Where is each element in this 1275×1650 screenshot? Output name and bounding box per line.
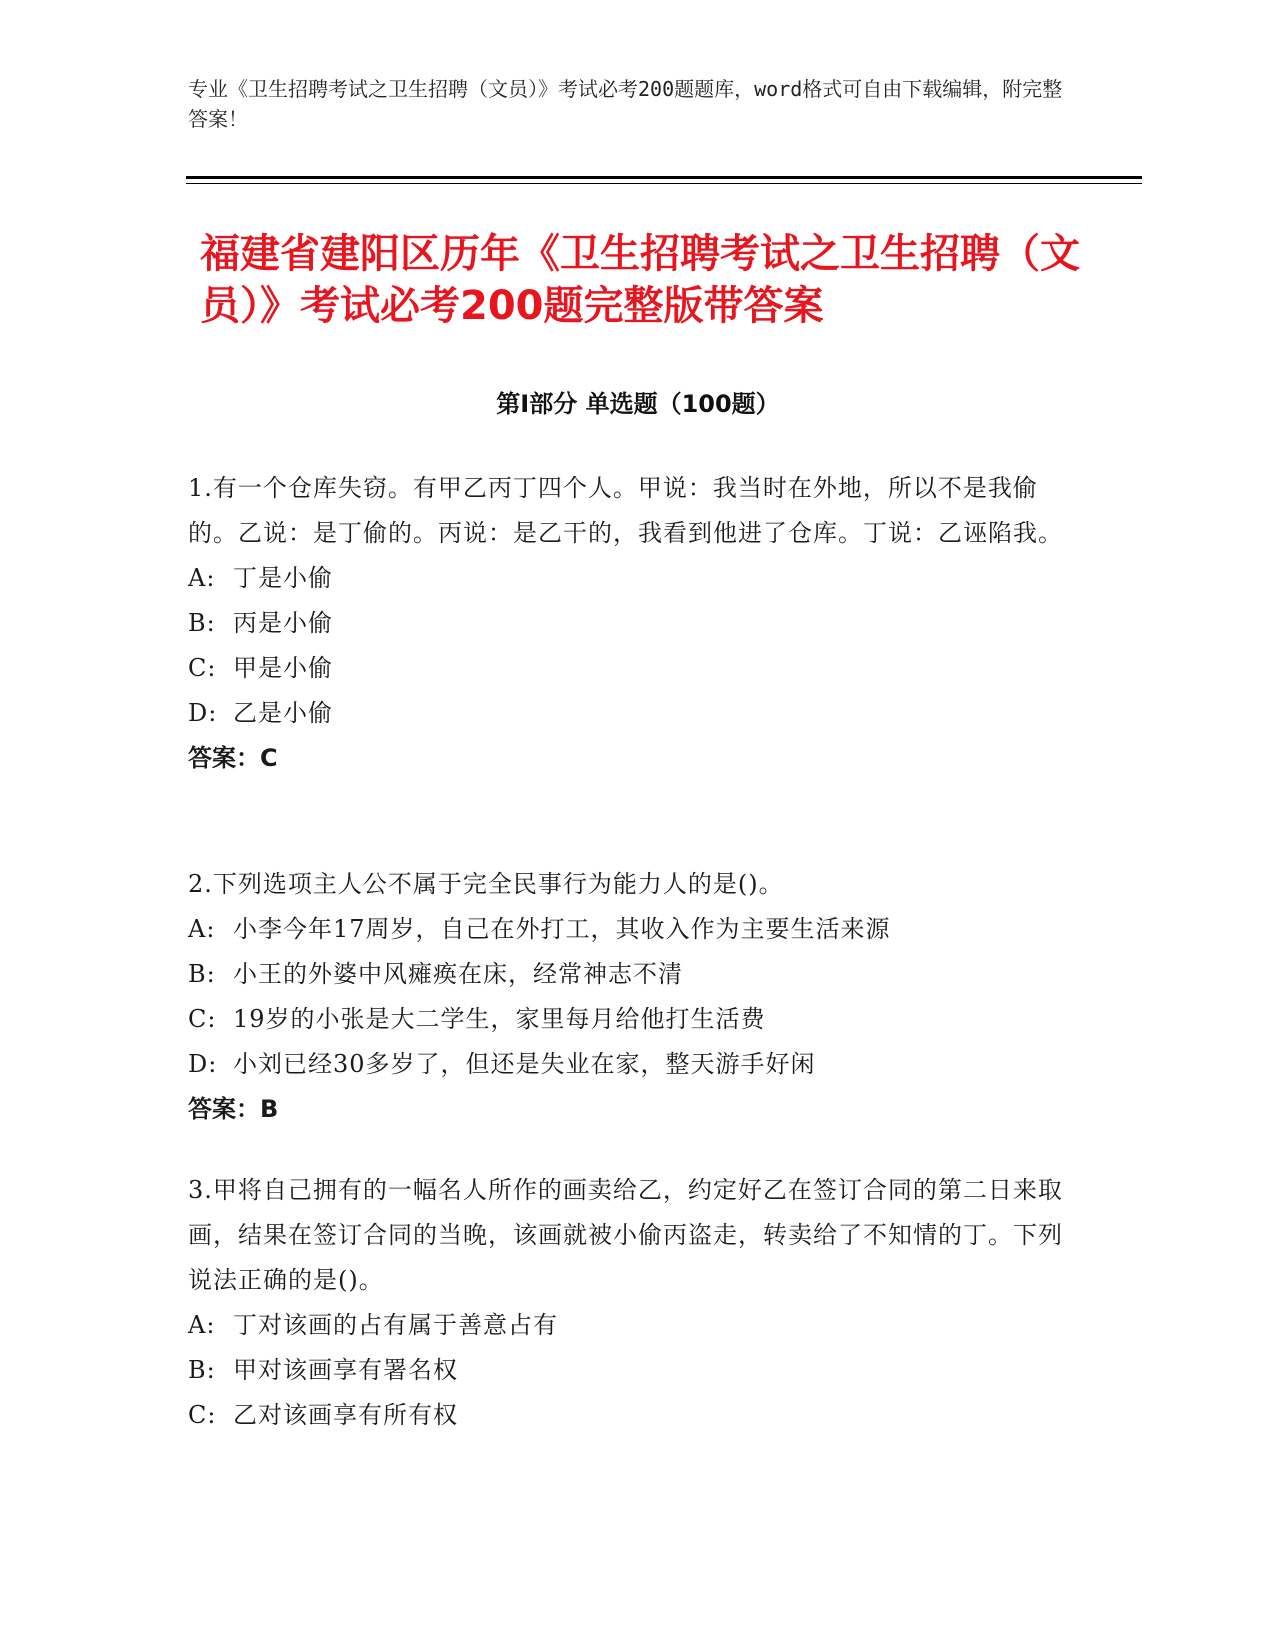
option-text: 丁是小偷 xyxy=(233,564,333,592)
header-note: 专业《卫生招聘考试之卫生招聘（文员）》考试必考200题题库，word格式可自由下载编辑，附完整答案！ xyxy=(188,77,1063,131)
option-key: D: xyxy=(188,699,218,727)
question-2 xyxy=(188,862,1068,1132)
question-option-c xyxy=(188,1393,1068,1438)
option-text: 丁对该画的占有属于善意占有 xyxy=(233,1311,558,1339)
question-stem: 2.下列选项主人公不属于完全民事行为能力人的是()。 xyxy=(188,870,784,898)
option-key: B: xyxy=(188,1356,216,1384)
option-text: 小李今年17周岁，自己在外打工，其收入作为主要生活来源 xyxy=(233,915,891,943)
option-key: C: xyxy=(188,1005,217,1033)
option-text: 甲对该画享有署名权 xyxy=(233,1356,458,1384)
question-option-a xyxy=(188,1303,1068,1348)
question-answer: 答案：B xyxy=(188,1095,279,1123)
question-option-b xyxy=(188,1348,1068,1393)
option-key: A: xyxy=(188,915,216,943)
option-text: 乙对该画享有所有权 xyxy=(233,1401,458,1429)
question-1 xyxy=(188,466,1068,781)
option-key: B: xyxy=(188,960,216,988)
question-option-c xyxy=(188,646,1068,691)
header-rule-thick xyxy=(186,176,1142,179)
question-3 xyxy=(188,1168,1068,1438)
question-option-a xyxy=(188,556,1068,601)
option-text: 小王的外婆中风瘫痪在床，经常神志不清 xyxy=(233,960,683,988)
option-key: A: xyxy=(188,564,216,592)
section-title: 第I部分 单选题（100题） xyxy=(496,390,780,418)
question-stem: 3.甲将自己拥有的一幅名人所作的画卖给乙，约定好乙在签订合同的第二日来取画，结果在签订合同的当晚，该画就被小偷丙盗走，转卖给了不知情的丁。下列说法正确的是()。 xyxy=(188,1176,1063,1294)
option-text: 丙是小偷 xyxy=(233,609,333,637)
question-option-b xyxy=(188,952,1068,997)
option-text: 乙是小偷 xyxy=(233,699,333,727)
option-text: 19岁的小张是大二学生，家里每月给他打生活费 xyxy=(233,1005,766,1033)
option-key: D: xyxy=(188,1050,218,1078)
option-key: C: xyxy=(188,1401,217,1429)
option-key: B: xyxy=(188,609,216,637)
option-text: 小刘已经30多岁了，但还是失业在家，整天游手好闲 xyxy=(233,1050,816,1078)
question-option-b xyxy=(188,601,1068,646)
document-title: 福建省建阳区历年《卫生招聘考试之卫生招聘（文员）》考试必考200题完整版带答案 xyxy=(200,231,1080,329)
question-option-c xyxy=(188,997,1068,1042)
option-text: 甲是小偷 xyxy=(233,654,333,682)
question-option-d xyxy=(188,1042,1068,1087)
option-key: C: xyxy=(188,654,217,682)
question-option-d xyxy=(188,691,1068,736)
header-rule-thin xyxy=(186,183,1142,184)
option-key: A: xyxy=(188,1311,216,1339)
question-option-a xyxy=(188,907,1068,952)
question-answer: 答案：C xyxy=(188,744,278,772)
question-stem: 1.有一个仓库失窃。有甲乙丙丁四个人。甲说：我当时在外地，所以不是我偷的。乙说：是丁偷的。丙说：是乙干的，我看到他进了仓库。丁说：乙诬陷我。 xyxy=(188,474,1063,547)
